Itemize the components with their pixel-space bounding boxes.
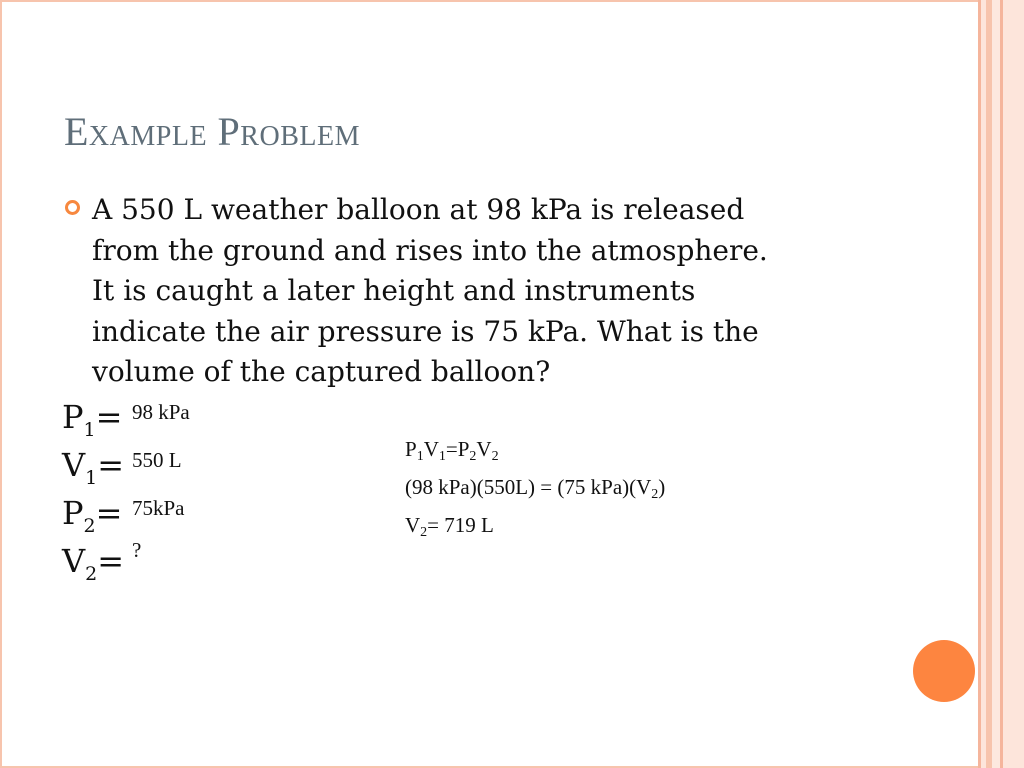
problem-line: A 550 L weather balloon at 98 kPa is released bbox=[92, 193, 745, 226]
variable-value: 98 kPa bbox=[132, 400, 190, 424]
problem-line: volume of the captured balloon? bbox=[92, 355, 551, 388]
slide-border-left bbox=[0, 0, 2, 768]
variable-v2 bbox=[62, 538, 142, 590]
slide-title: Example Problem bbox=[64, 109, 360, 154]
problem-statement bbox=[92, 190, 892, 393]
variable-value: 550 L bbox=[132, 448, 182, 472]
variable-label: $P_2=$ bbox=[62, 494, 123, 537]
bullet-ring-icon bbox=[65, 200, 80, 215]
variable-v1 bbox=[62, 446, 182, 494]
variable-label: $P_1=$ bbox=[62, 398, 123, 441]
variable-label: $V_2=$ bbox=[62, 542, 125, 585]
variable-value: 75kPa bbox=[132, 496, 185, 520]
variable-value: ? bbox=[132, 538, 142, 562]
decorative-stripe bbox=[1003, 0, 1024, 768]
problem-line: It is caught a later height and instruments bbox=[92, 274, 696, 307]
solution-equations bbox=[405, 434, 665, 548]
variable-p2 bbox=[62, 494, 185, 542]
answer-equation: $V_2= 719$ L bbox=[405, 513, 494, 540]
variable-p1 bbox=[62, 398, 190, 446]
variable-label: $V_1=$ bbox=[62, 446, 125, 489]
substitution-equation: (98 kPa)(550L) = (75 $kPa)(V_2)$ bbox=[405, 475, 666, 502]
slide-border-top bbox=[0, 0, 978, 2]
problem-line: indicate the air pressure is 75 kPa. What is the bbox=[92, 314, 759, 348]
problem-line: from the ground and rises into the atmosphere. bbox=[92, 233, 768, 267]
decorative-circle bbox=[913, 640, 975, 702]
boyles-law-equation: $P_1V_1=P_2V_2$ bbox=[405, 437, 499, 464]
decorative-stripe bbox=[992, 0, 1000, 768]
